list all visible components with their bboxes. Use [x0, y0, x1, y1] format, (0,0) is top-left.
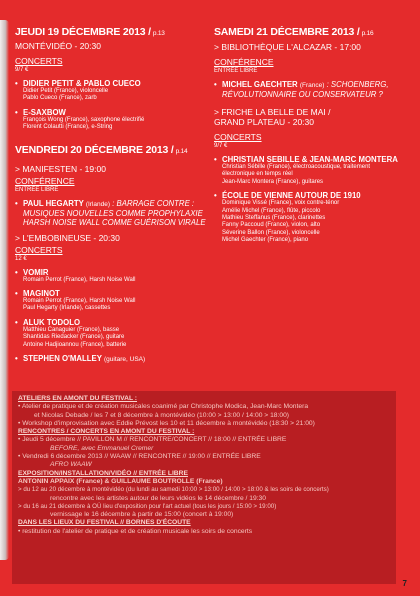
artist-info: François Wong (France), saxophone électrifié Florent Colautti (France), e-String	[23, 116, 145, 131]
venue-manifesten: > MANIFESTEN - 19:00	[15, 163, 106, 174]
page-edge	[0, 20, 9, 560]
box-line: AFRO WAAW	[50, 461, 92, 469]
day-heading-jeudi: JEUDI 19 DÉCEMBRE 2013 / p.13	[15, 26, 165, 38]
box-heading-bornes: DANS LES LIEUX DU FESTIVAL // BORNES D'ÉCOUTE	[18, 519, 191, 527]
box-line: • Workshop d'improvisation avec Eddie Prévost les 10 et 11 décembre à montévidéo (18:30 > 21:00)	[18, 419, 315, 427]
price: 12 €	[15, 255, 27, 262]
box-heading-exposition: EXPOSITION/INSTALLATION/VIDÉO // ENTRÉE LIBRE	[18, 469, 188, 477]
section-concerts: CONCERTS	[15, 244, 63, 255]
artist-e-saxbow: • E-SAXBOW	[15, 108, 210, 117]
box-line: ANTONIN APPAIX (France) & GUILLAUME BOUTROLLE (France)	[18, 477, 223, 485]
artist-aluk-todolo: • ALUK TODOLO	[15, 318, 210, 327]
artist-stephen-omalley: • STEPHEN O'MALLEY (guitare, USA)	[15, 354, 210, 364]
day-heading-vendredi: VENDREDI 20 DÉCEMBRE 2013 / p.14	[15, 143, 188, 156]
artist-ecole-de-vienne: • ÉCOLE DE VIENNE AUTOUR DE 1910	[214, 191, 414, 200]
box-line: vernissage le 16 décembre à partir de 15:00 (concert à 19:00)	[50, 511, 234, 519]
artist-info: Christian Sébille (France), électroacoustique, traitement électronique en temps réel Jean-Marc Montera (France), guitares	[222, 164, 371, 185]
section-concerts: CONCERTS	[214, 132, 262, 142]
venue-montevideo: MONTÉVIDÉO - 20:30	[15, 41, 101, 51]
box-line: et Nicolas Debade / les 7 et 8 décembre à montévidéo (10:00 > 13:00 / 14:00 > 18:00)	[34, 411, 290, 419]
venue-friche: > FRICHE LA BELLE DE MAI / GRAND PLATEAU - 20:30	[214, 107, 331, 127]
box-line: • restitution de l'atelier de pratique et de création musicale les soirs de concerts	[18, 527, 253, 535]
artist-info: Romain Perrot (France), Harsh Noise Wall	[23, 276, 136, 283]
page-number: 7	[402, 579, 407, 588]
info-box	[12, 391, 396, 584]
box-line: rencontre avec les artistes autour de leurs vidéos le 14 décembre / 19:30	[50, 494, 266, 502]
box-line: > du 16 au 21 décembre à OÙ lieu d'exposition pour l'art actuel (tous les jours / 15:00 > 19:00)	[18, 502, 277, 510]
artist-info: Dominique Vissé (France), voix contre-ténor Amélie Michel (France), flûte, piccolo Mathieu Steffanus (France), clarinettes Fanny Paccoud (France), violon, alto Séverine Ballon (France), violoncelle Michel Gaechter (France), piano	[222, 200, 340, 244]
box-line: BEFORE, avec Emmanuel Cremer	[50, 444, 154, 452]
venue-embobineuse: > L'EMBOBINEUSE - 20:30	[15, 232, 120, 243]
artist-didier-petit: • DIDIER PETIT & PABLO CUECO	[15, 79, 210, 88]
price: 9/7 €	[214, 143, 228, 149]
box-line: • Vendredi 6 décembre 2013 // WAAW // RENCONTRE // 19:00 // ENTRÉE LIBRE	[18, 453, 261, 461]
section-conference: CONFÉRENCE	[15, 175, 75, 186]
venue-alcazar: > BIBLIOTHÈQUE L'ALCAZAR - 17:00	[214, 42, 361, 52]
right-column	[214, 26, 414, 245]
artist-info: Didier Petit (France), violoncelle Pablo Cueco (France), zarb	[23, 88, 109, 102]
box-heading-rencontres: RENCONTRES / CONCERTS EN AMONT DU FESTIVAL :	[18, 428, 195, 436]
talk-michel-gaechter: • MICHEL GAECHTER (France) : SCHOENBERG, RÉVOLUTIONNAIRE OU CONSERVATEUR ?	[214, 80, 414, 99]
artist-sebille-montera: • CHRISTIAN SEBILLE & JEAN-MARC MONTERA	[214, 155, 414, 164]
day-heading-samedi: SAMEDI 21 DÉCEMBRE 2013 / p.16	[214, 26, 374, 38]
box-heading-ateliers: ATELIERS EN AMONT DU FESTIVAL :	[18, 395, 138, 402]
talk-paul-hegarty: • PAUL HEGARTY (Irlande) : BARRAGE CONTRE : MUSIQUES NOUVELLES COMME PROPHYLAXIE HARSH NOISE WALL COMME GUÉRISON VIRALE	[15, 199, 210, 227]
artist-vomir: • VOMIR	[15, 268, 210, 277]
entry-free: ENTRÉE LIBRE	[15, 186, 59, 193]
price: 9/7 €	[15, 67, 29, 73]
artist-info: Romain Perrot (France), Harsh Noise Wall Paul Hegarty (Irlande), cassettes	[23, 298, 136, 312]
box-line: > du 12 au 20 décembre à montévidéo (du lundi au samedi 10:00 > 13:00 / 14:00 > 18:00 & les soirs de concerts)	[18, 486, 329, 494]
section-conference: CONFÉRENCE	[214, 57, 274, 67]
left-column	[15, 26, 210, 364]
entry-free: ENTRÉE LIBRE	[214, 68, 258, 74]
artist-maginot: • MAGINOT	[15, 289, 210, 298]
artist-info: Matthieu Canaguier (France), basse Shantidas Riedacker (France), guitare Antoine Hadjioannou (France), batterie	[23, 326, 127, 348]
box-line: • Jeudi 5 décembre // PAVILLON M // RENCONTRE/CONCERT // 18:00 // ENTRÉE LIBRE	[18, 436, 287, 444]
box-line: • Atelier de pratique et de création musicales coanimé par Christophe Modica, Jean-Marc Montera	[18, 403, 309, 411]
section-concerts: CONCERTS	[15, 56, 63, 66]
